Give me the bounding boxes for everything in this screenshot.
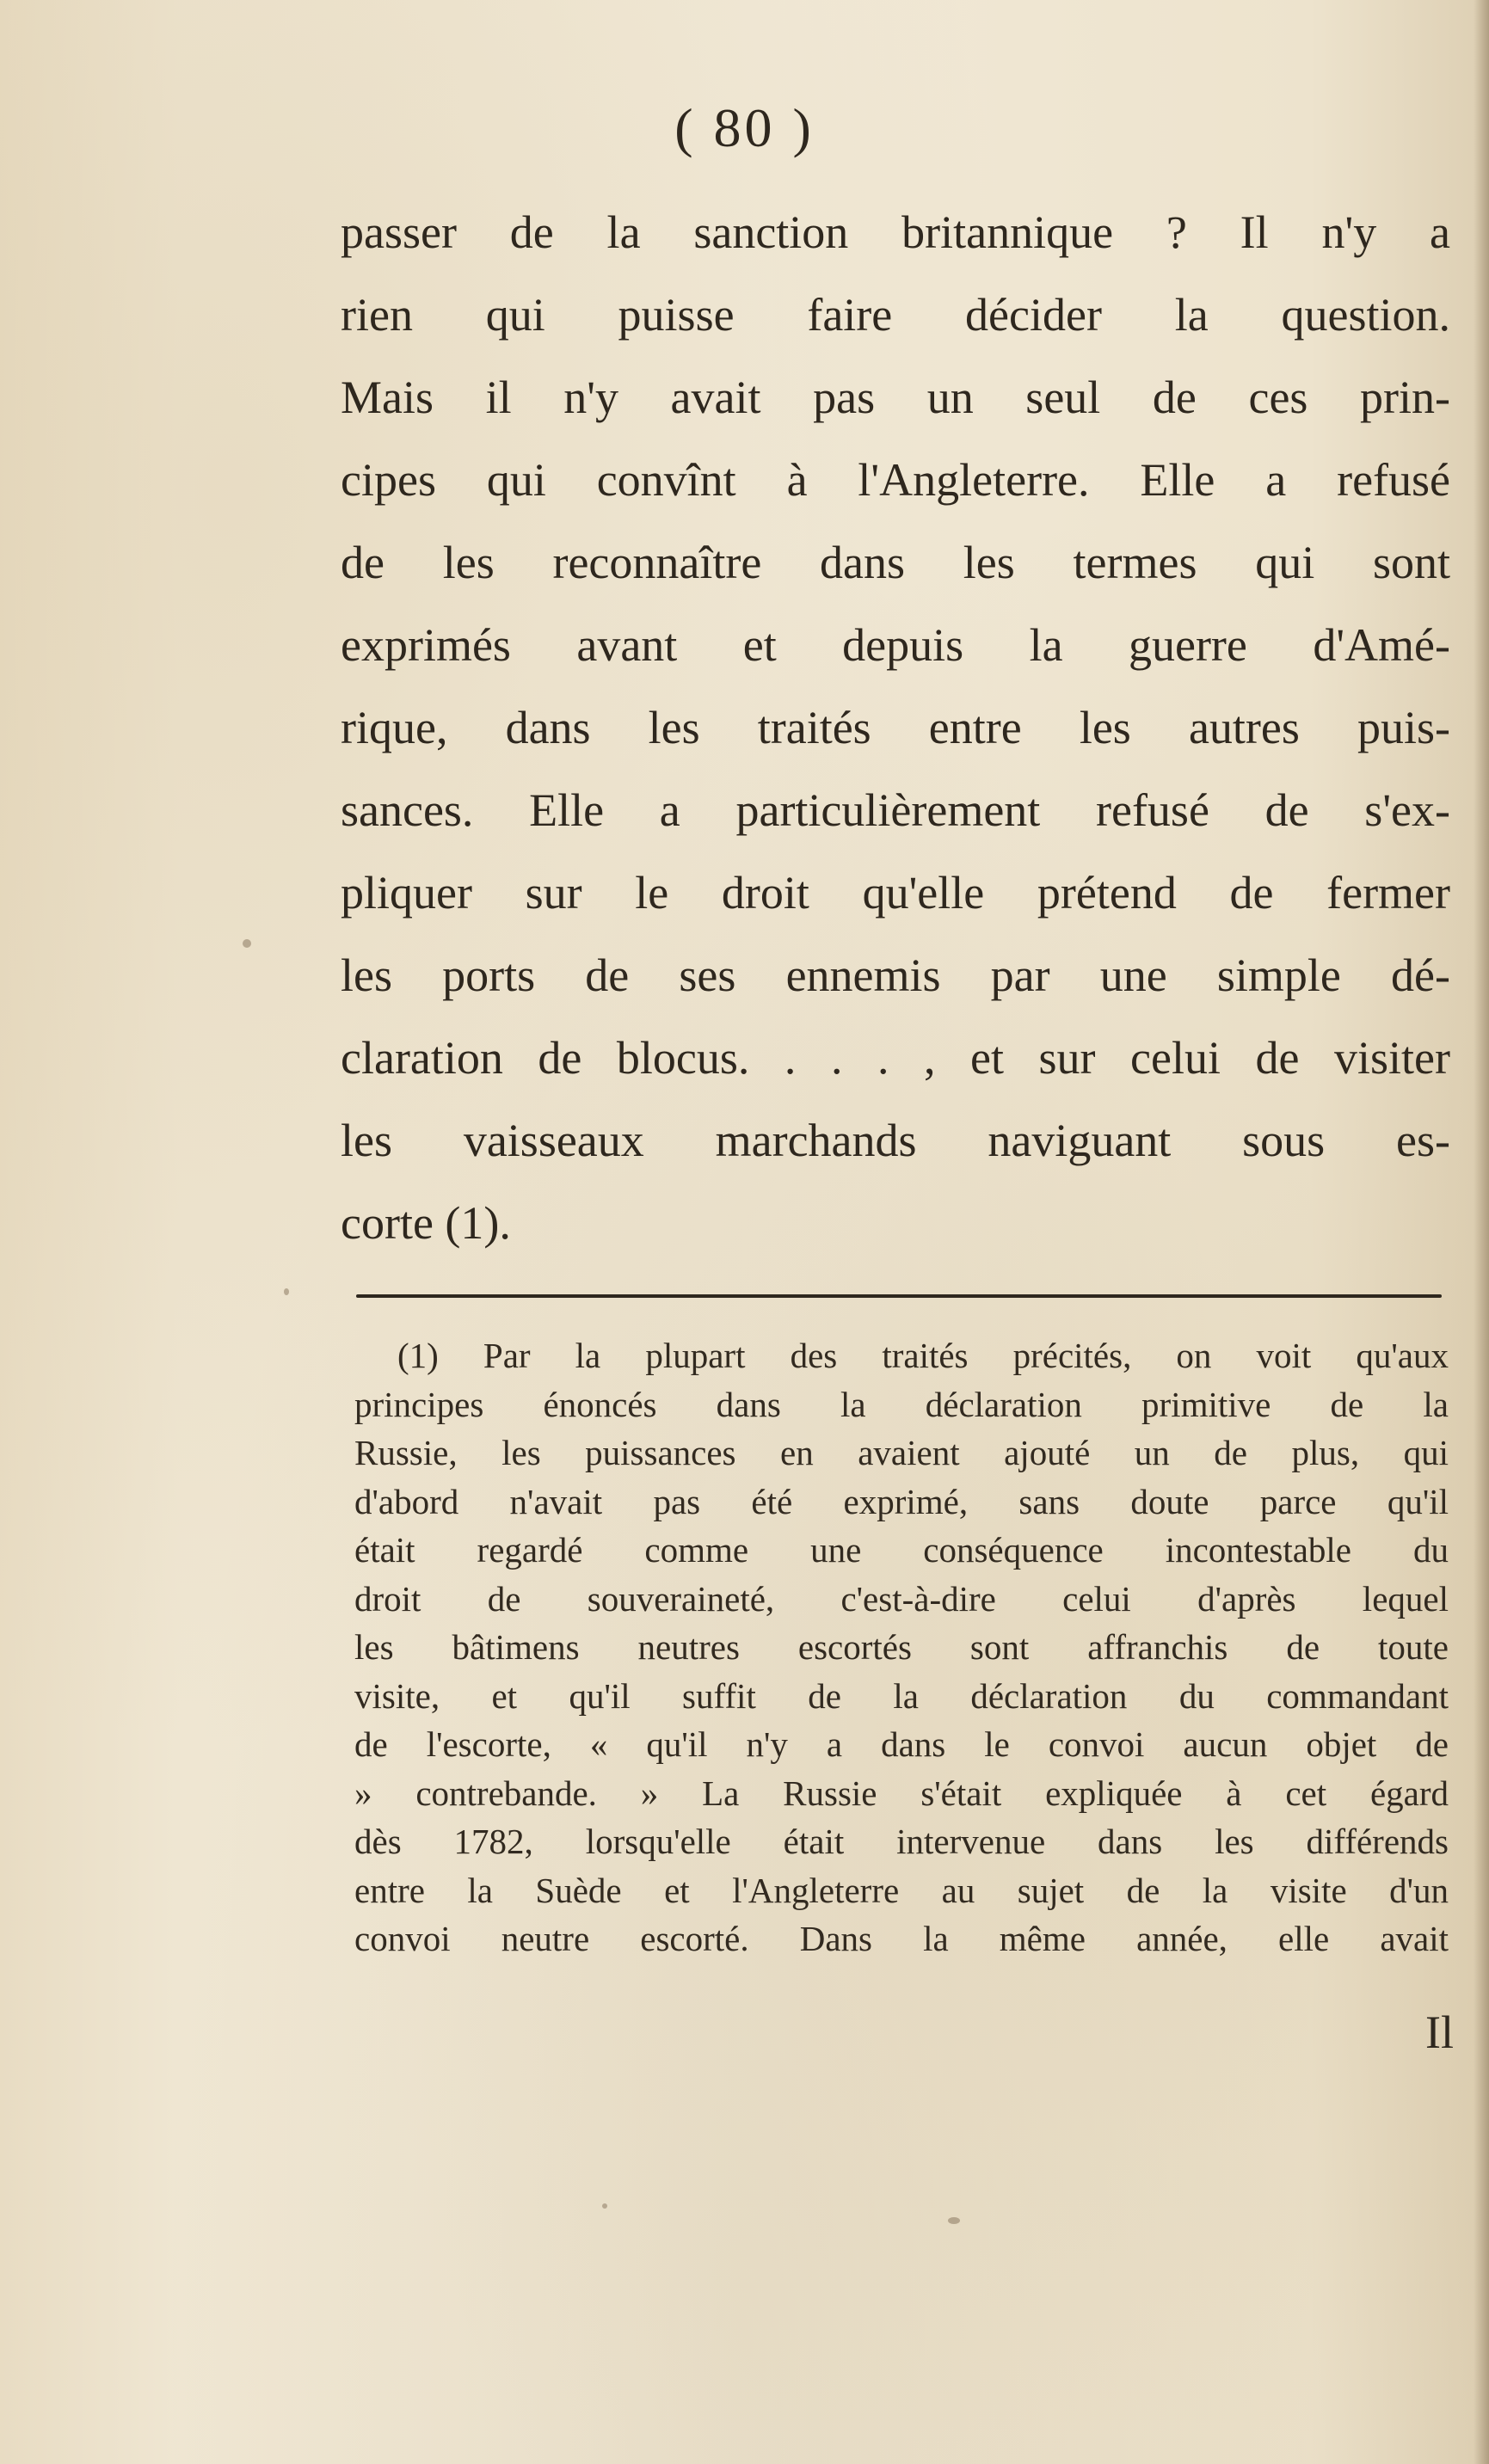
text-line: rien qui puisse faire décider la question. (341, 289, 1450, 341)
catchword: Il (1425, 2006, 1454, 2058)
main-text (341, 191, 1450, 1264)
footnote-line: entre la Suède et l'Angleterre au sujet de la visite d'un (354, 1870, 1449, 1910)
text-line: exprimés avant et depuis la guerre d'Amé- (341, 619, 1450, 671)
text-line: pliquer sur le droit qu'elle prétend de fermer (341, 867, 1450, 919)
footnote-line: » contrebande. » La Russie s'était expliquée à cet égard (354, 1773, 1449, 1813)
footnote (354, 1331, 1449, 1963)
footnote-line: droit de souveraineté, c'est-à-dire celui d'après lequel (354, 1578, 1449, 1619)
text-line: sances. Elle a particulièrement refusé de s'ex- (341, 784, 1450, 836)
text-line: cipes qui convînt à l'Angleterre. Elle a refusé (341, 454, 1450, 506)
page-number: ( 80 ) (674, 97, 815, 158)
footnote-line: dès 1782, lorsqu'elle était intervenue dans les différends (354, 1822, 1449, 1861)
footnote-line: (1) Par la plupart des traités précités, on voit qu'aux (397, 1336, 1449, 1375)
ink-speck (948, 2217, 960, 2224)
text-line: passer de la sanction britannique ? Il n'y a (341, 206, 1450, 258)
footnote-line: était regardé comme une conséquence incontestable du (354, 1530, 1449, 1570)
footnote-line: convoi neutre escorté. Dans la même année, elle avait (354, 1919, 1449, 1958)
footnote-line: principes énoncés dans la déclaration primitive de la (354, 1384, 1449, 1424)
text-line: corte (1). (341, 1197, 511, 1249)
footnote-line: visite, et qu'il suffit de la déclaration du commandant (354, 1675, 1449, 1716)
text-line: de les reconnaître dans les termes qui sont (341, 537, 1450, 588)
footnote-line: d'abord n'avait pas été exprimé, sans doute parce qu'il (354, 1481, 1449, 1521)
text-line: les vaisseaux marchands naviguant sous es- (341, 1115, 1450, 1166)
text-line: Mais il n'y avait pas un seul de ces prin- (341, 372, 1450, 423)
page-edge-shadow (1474, 0, 1489, 2464)
ink-speck (243, 939, 251, 948)
text-line: les ports de ses ennemis par une simple dé- (341, 949, 1450, 1001)
ink-speck (284, 1288, 289, 1295)
ink-speck (602, 2203, 607, 2209)
footnote-line: les bâtimens neutres escortés sont affranchis de toute (354, 1627, 1449, 1667)
footnote-line: de l'escorte, « qu'il n'y a dans le convoi aucun objet de (354, 1724, 1449, 1764)
footnote-line: Russie, les puissances en avaient ajouté un de plus, qui (354, 1433, 1449, 1472)
text-line: claration de blocus. . . . , et sur celui de visiter (341, 1032, 1450, 1084)
footnote-rule (356, 1294, 1442, 1298)
text-line: rique, dans les traités entre les autres puis- (341, 702, 1450, 753)
